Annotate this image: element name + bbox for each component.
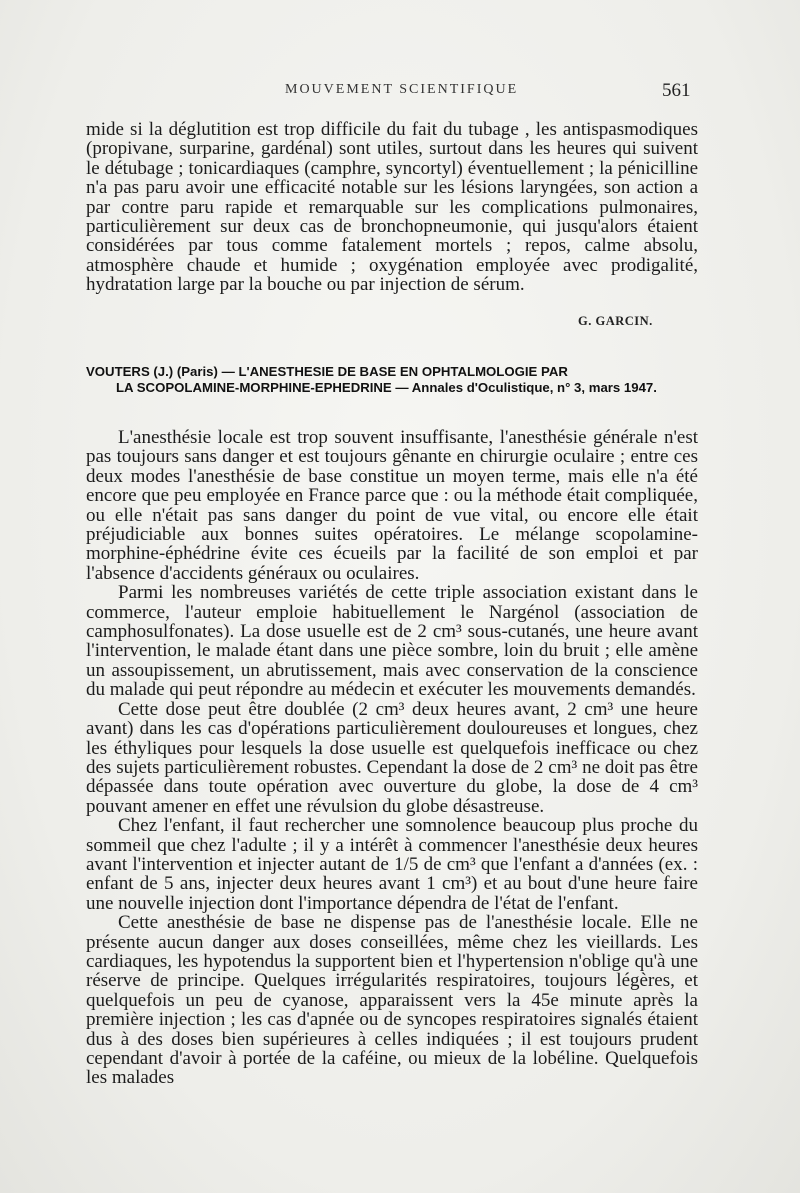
abstract-header xyxy=(86,364,698,397)
abstract-journal: Annales d'Oculistique, n° 3, xyxy=(411,380,586,396)
page-number: 561 xyxy=(662,80,691,101)
body-paragraph: Cette dose peut être doublée (2 cm³ deux heures avant, 2 cm³ une heure avant) dans les cas d'opérations particulièrement douloureuses et longues, chez les éthyliques pour lesquels la dose usuelle est quelquefois inefficace ou chez des sujets particulièrement robustes. Cependant la dose de 2 cm³ ne doit pas être dépassée dans toute opération avec ouverture du globe, la dose de 4 cm³ pouvant amener en effet une révulsion du globe désastreuse. xyxy=(86,698,698,817)
body-paragraph: Cette anesthésie de base ne dispense pas de l'anesthésie locale. Elle ne présente aucun danger aux doses conseillées, même chez les vieillards. Les cardiaques, les hypotendus la supportent bien et l'hypertension n'oblige qu'à une réserve de principe. Quelques irrégularités respiratoires, toujours légères, et quelquefois un peu de cyanose, apparaissent vers la 45e minute après la première injection ; les cas d'apnée ou de syncopes respiratoires signalés étaient dus à des doses bien supérieures à celles indiquées ; il est toujours prudent cependant d'avoir à portée de la caféine, ou mieux de la lobéline. Quelquefois les malades xyxy=(86,912,698,1089)
intro-paragraph-block xyxy=(86,120,698,295)
body-paragraph: L'anesthésie locale est trop souvent insuffisante, l'anesthésie générale n'est pas toujours sans danger et est toujours gênante en chirurgie oculaire ; entre ces deux modes l'anesthésie de base constitue un moyen terme, mais elle n'a été encore que peu employée en France parce que : ou la méthode était compliquée, ou elle n'était pas sans danger du point de vue vital, ou encore elle était préjudiciable aux bonnes suites opératoires. Le mélange scopolamine-morphine-éphédrine évite ces écueils par la facilité de son emploi et par l'absence d'accidents généraux ou oculaires. xyxy=(86,427,698,584)
abstract-author: VOUTERS (J.) (Paris) — xyxy=(86,364,235,379)
abstract-title-line2: LA SCOPOLAMINE-MORPHINE-EPHEDRINE — xyxy=(116,380,409,396)
body-paragraph: Parmi les nombreuses variétés de cette triple association existant dans le commerce, l'auteur emploie habituellement le Nargénol (association de camphosulfonates). La dose usuelle est de 2 cm³ sous-cutanés, une heure avant l'intervention, le malade étant dans une pièce sombre, loin du bruit ; elle amène un assoupissement, un abrutissement, mais avec conservation de la conscience du malade qui peut répondre au médecin et exécuter les mouvements demandés. xyxy=(86,582,698,701)
signature: G. GARCIN. xyxy=(578,314,653,328)
abstract-title-line1: L'ANESTHESIE DE BASE EN OPHTALMOLOGIE PAR xyxy=(238,364,568,379)
body-paragraph: Chez l'enfant, il faut rechercher une somnolence beaucoup plus proche du sommeil que chez l'adulte ; il y a intérêt à commencer l'anesthésie deux heures avant l'intervention et injecter autant de 1/5 de cm³ que l'enfant a d'années (ex. : enfant de 5 ans, injecter deux heures avant 1 cm³) et au bout d'une heure faire une nouvelle injection dont l'importance dépendra de l'état de l'enfant. xyxy=(86,815,698,914)
intro-paragraph: mide si la déglutition est trop difficile du fait du tubage , les antispasmodiques (propivane, surparine, gardénal) sont utiles, surtout dans les heures qui suivent le détubage ; tonicardiaques (camphre, syncortyl) éventuellement ; la pénicilline n'a pas paru avoir une efficacité notable sur les lésions laryngées, son action a par contre paru rapide et remarquable sur les complications pulmonaires, particulièrement sur deux cas de bronchopneumonie, qui jusqu'alors étaient considérées par tous comme fatalement mortels ; repos, calme absolu, atmosphère chaude et humide ; oxygénation employée avec prodigalité, hydratation large par la bouche ou par injection de sérum. xyxy=(86,119,698,296)
abstract-body xyxy=(86,428,698,1088)
abstract-date: mars 1947. xyxy=(588,380,657,396)
running-title: MOUVEMENT SCIENTIFIQUE xyxy=(285,82,519,97)
